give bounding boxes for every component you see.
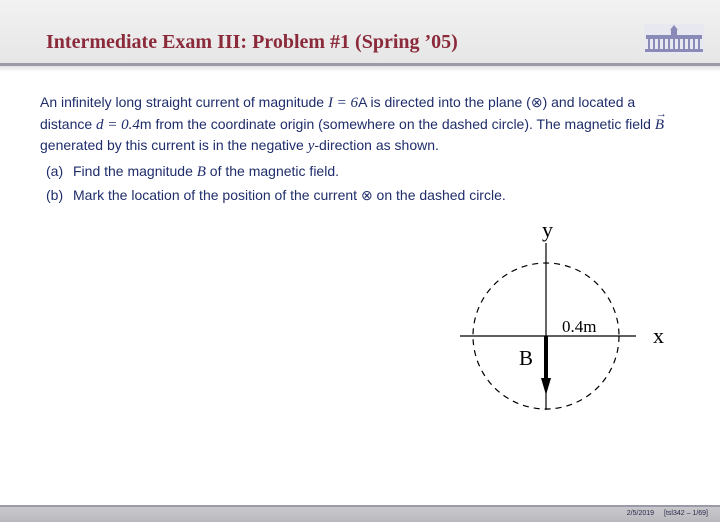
current-equation: I = 6 [327,95,359,111]
y-axis-label: y [542,217,553,242]
x-axis-label: x [653,323,664,348]
field-vector-letter: B [654,116,664,133]
field-vector-symbol [654,107,667,136]
intro-text-6: -direction as shown. [314,137,439,153]
field-vector-arrow: → [655,107,667,120]
distance-equation: d = 0.4 [96,116,140,133]
header-bar [0,0,720,66]
question-a-text-1: Find the magnitude [73,163,197,179]
page-title: Intermediate Exam III: Problem #1 (Spring ’05) [46,31,458,53]
radius-label: 0.4m [562,317,597,336]
footer-slide-ref: [tsl342 – 1/69] [664,510,708,517]
question-a [46,163,686,187]
field-label: B [519,346,534,370]
question-a-label: (a) [46,163,64,179]
footer-text [617,510,708,517]
y-symbol: y [307,138,315,154]
intro-text-3: ) and located a distance [40,94,636,132]
problem-statement [40,92,688,157]
field-diagram [450,215,690,415]
question-b [46,187,686,211]
intro-text-4: m from the coordinate origin (somewhere on the dashed circle). The magnetic field [139,115,655,132]
header-shadow [0,66,720,72]
intro-text-5: generated by this current is in the negative [40,137,308,153]
question-b-text-1: Mark the location of the position of the current [73,187,361,203]
footer-date: 2/5/2019 [626,510,655,517]
intro-text-1: An infinitely long straight current of magnitude [40,94,328,110]
question-b-text-2: on the dashed circle. [372,187,506,203]
question-list [46,163,686,211]
intro-text-2: A is directed into the plane ( [358,94,531,110]
question-b-label: (b) [46,187,64,203]
university-building-logo [644,24,704,54]
field-arrow-head [541,378,551,395]
question-a-symbol: B [196,164,206,180]
footer-bar [0,505,720,522]
question-a-text-2: of the magnetic field. [205,163,339,179]
question-b-symbol: ⊗ [360,187,373,203]
into-plane-symbol: ⊗ [530,94,543,110]
